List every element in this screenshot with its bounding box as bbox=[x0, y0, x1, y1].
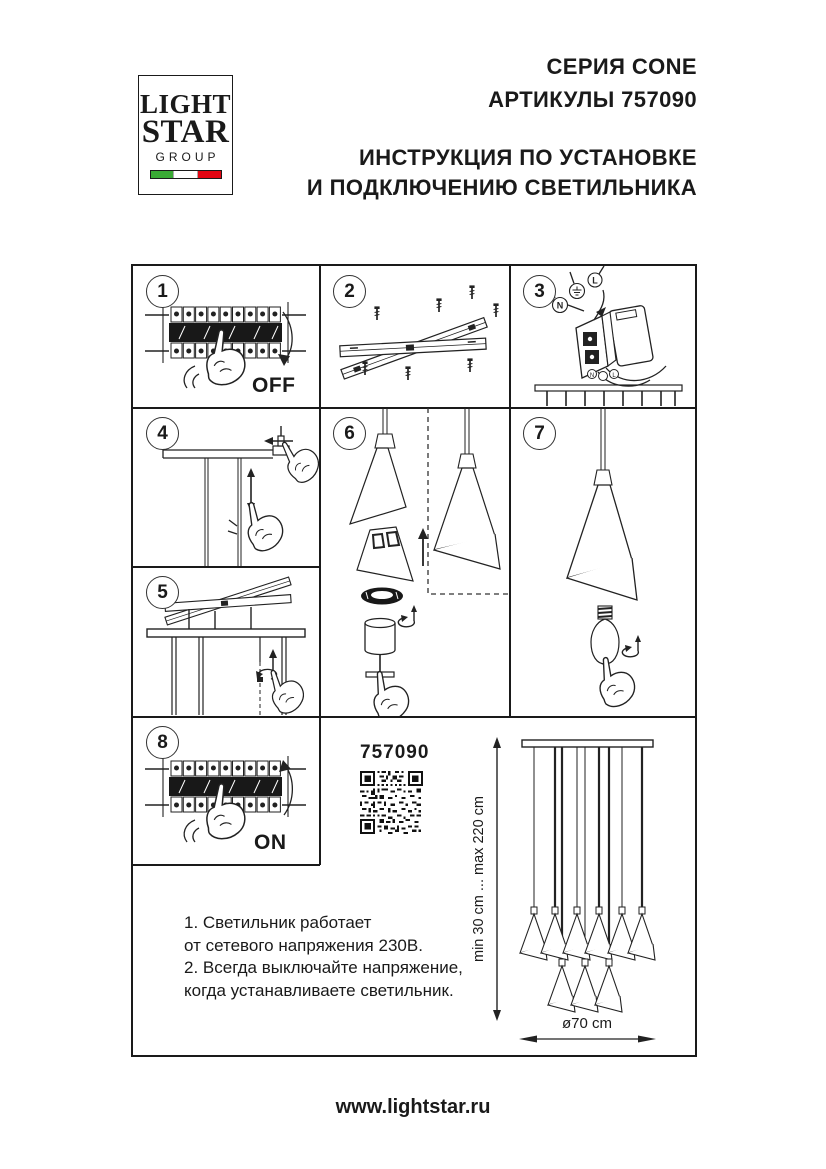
step-number: 1 bbox=[146, 275, 179, 308]
step-number: 3 bbox=[523, 275, 556, 308]
article-numbers: АРТИКУЛЫ 757090 bbox=[488, 87, 697, 112]
flag-green-segment bbox=[151, 171, 174, 178]
step-5-panel bbox=[133, 567, 319, 716]
instruction-title-line2: И ПОДКЛЮЧЕНИЮ СВЕТИЛЬНИКА bbox=[306, 175, 697, 200]
line-terminal-label: L bbox=[612, 372, 616, 379]
neutral-wire-label: N bbox=[556, 300, 564, 311]
step-number: 2 bbox=[333, 275, 366, 308]
step-number: 8 bbox=[146, 726, 179, 759]
step-3-panel bbox=[510, 266, 697, 407]
flag-red-segment bbox=[198, 171, 221, 178]
diameter-label: ø70 cm bbox=[561, 1015, 613, 1032]
step-7-panel bbox=[510, 408, 697, 716]
step-2-panel bbox=[320, 266, 509, 407]
logo-word-light: LIGHT bbox=[139, 88, 232, 119]
fixture-dimensions-drawing bbox=[453, 727, 699, 1057]
step-6-panel bbox=[320, 408, 509, 716]
note-line: от сетевого напряжения 230В. bbox=[184, 935, 423, 955]
height-range-label: min 30 cm ... max 220 cm bbox=[471, 796, 487, 962]
off-label: OFF bbox=[252, 374, 296, 397]
logo-word-star: STAR bbox=[141, 113, 230, 150]
series-title: СЕРИЯ CONE bbox=[546, 54, 697, 79]
header-instruction-title bbox=[307, 143, 697, 203]
step-number: 5 bbox=[146, 576, 179, 609]
shade-assembly-illustration bbox=[320, 408, 509, 716]
step-number: 4 bbox=[146, 417, 179, 450]
note-line: когда устанавливаете светильник. bbox=[184, 980, 454, 1000]
bulb-installation-illustration bbox=[510, 408, 697, 716]
step-4-panel bbox=[133, 408, 319, 566]
step-number: 7 bbox=[523, 417, 556, 450]
lightstar-logo bbox=[138, 75, 233, 195]
website-url: www.lightstar.ru bbox=[335, 1096, 491, 1118]
on-label: ON bbox=[254, 831, 287, 854]
italian-flag-bar bbox=[150, 170, 222, 179]
header-series-block bbox=[488, 50, 697, 116]
instruction-grid bbox=[131, 264, 697, 1057]
article-number-label: 757090 bbox=[360, 742, 430, 763]
step-8-panel bbox=[133, 717, 319, 864]
instruction-title-line1: ИНСТРУКЦИЯ ПО УСТАНОВКЕ bbox=[359, 145, 697, 170]
logo-word-group: GROUP bbox=[155, 149, 220, 164]
safety-notes bbox=[184, 912, 463, 1002]
line-wire-label: L bbox=[592, 275, 598, 286]
step-1-panel bbox=[133, 266, 319, 407]
note-line: 2. Всегда выключайте напряжение, bbox=[184, 958, 463, 977]
step-number: 6 bbox=[333, 417, 366, 450]
flag-white-segment bbox=[173, 171, 198, 178]
qr-code bbox=[360, 771, 423, 834]
note-line: 1. Светильник работает bbox=[184, 913, 372, 932]
neutral-terminal-label: N bbox=[589, 372, 595, 379]
